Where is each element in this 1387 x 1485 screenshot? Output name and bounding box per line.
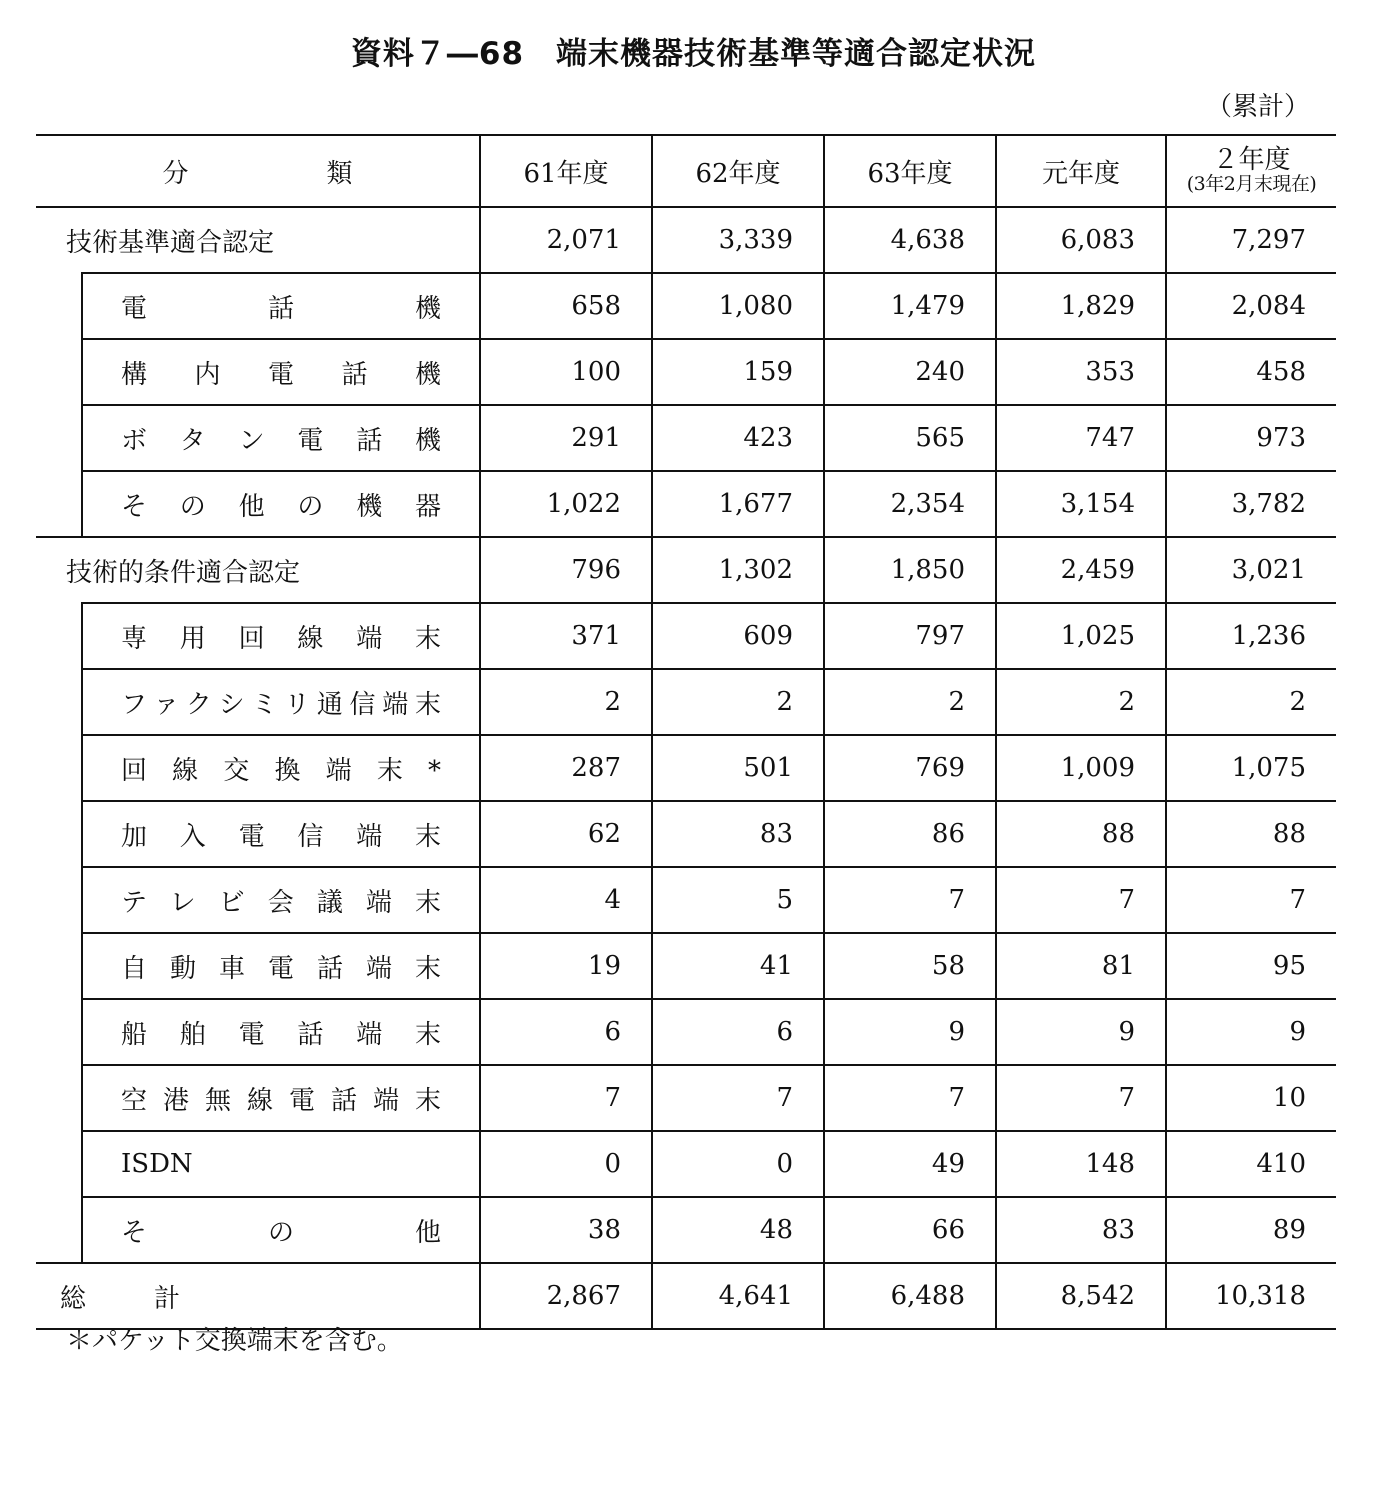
group-1-value-1: 1,302	[652, 537, 824, 603]
item-1-2-value-0: 287	[480, 735, 652, 801]
group-1-value-3: 2,459	[996, 537, 1166, 603]
item-0-1-value-2: 240	[824, 339, 996, 405]
header-year-2	[1166, 135, 1336, 207]
item-label-cell	[82, 999, 480, 1065]
approval-table	[36, 134, 1336, 1330]
indent-cell	[36, 1131, 82, 1197]
table-row	[36, 999, 1336, 1065]
indent-cell	[36, 471, 82, 537]
total-value-3: 8,542	[996, 1263, 1166, 1329]
indent-cell	[36, 339, 82, 405]
item-1-4-value-2: 7	[824, 867, 996, 933]
item-0-1-value-1: 159	[652, 339, 824, 405]
item-1-6-value-3: 9	[996, 999, 1166, 1065]
group-0-value-2: 4,638	[824, 207, 996, 273]
item-1-5-value-0: 19	[480, 933, 652, 999]
item-1-2-value-3: 1,009	[996, 735, 1166, 801]
item-label-cell	[82, 405, 480, 471]
item-0-0-value-1: 1,080	[652, 273, 824, 339]
item-1-9-value-3: 83	[996, 1197, 1166, 1263]
item-1-2-value-2: 769	[824, 735, 996, 801]
item-1-8-value-4: 410	[1166, 1131, 1336, 1197]
group-1-value-4: 3,021	[1166, 537, 1336, 603]
item-label: 専用回線端末	[121, 623, 441, 654]
item-1-3-value-1: 83	[652, 801, 824, 867]
indent-cell	[36, 273, 82, 339]
item-0-1-value-3: 353	[996, 339, 1166, 405]
item-label-cell	[82, 1197, 480, 1263]
item-1-6-value-2: 9	[824, 999, 996, 1065]
item-1-0-value-4: 1,236	[1166, 603, 1336, 669]
item-0-1-value-0: 100	[480, 339, 652, 405]
item-1-0-value-2: 797	[824, 603, 996, 669]
group-row	[36, 207, 1336, 273]
item-1-0-value-3: 1,025	[996, 603, 1166, 669]
item-label-cell	[82, 669, 480, 735]
item-label-cell	[82, 867, 480, 933]
item-label: 空港無線電話端末	[121, 1085, 441, 1116]
item-0-3-value-2: 2,354	[824, 471, 996, 537]
group-label: 技術基準適合認定	[66, 227, 275, 258]
item-label-cell	[82, 1065, 480, 1131]
item-label-cell	[82, 339, 480, 405]
header-year-63: 63年度	[824, 135, 996, 207]
item-label: その他	[121, 1217, 441, 1248]
item-0-2-value-1: 423	[652, 405, 824, 471]
table-row	[36, 1197, 1336, 1263]
header-year-62: 62年度	[652, 135, 824, 207]
item-1-0-value-0: 371	[480, 603, 652, 669]
total-value-0: 2,867	[480, 1263, 652, 1329]
item-1-7-value-1: 7	[652, 1065, 824, 1131]
indent-cell	[36, 603, 82, 669]
item-label: 自動車電話端末	[121, 953, 441, 984]
item-0-1-value-4: 458	[1166, 339, 1336, 405]
item-1-7-value-4: 10	[1166, 1065, 1336, 1131]
table-row	[36, 735, 1336, 801]
footnote: ＊パケット交換端末を含む。	[66, 1326, 403, 1356]
item-label-cell	[82, 1131, 480, 1197]
item-label-cell	[82, 603, 480, 669]
item-0-0-value-3: 1,829	[996, 273, 1166, 339]
group-label: 技術的条件適合認定	[36, 537, 480, 603]
indent-cell	[36, 669, 82, 735]
item-1-2-value-4: 1,075	[1166, 735, 1336, 801]
item-1-7-value-3: 7	[996, 1065, 1166, 1131]
item-1-1-value-2: 2	[824, 669, 996, 735]
header-category: 分 類	[36, 135, 480, 207]
item-0-3-value-3: 3,154	[996, 471, 1166, 537]
item-1-4-value-4: 7	[1166, 867, 1336, 933]
header-year-61: 61年度	[480, 135, 652, 207]
item-0-3-value-4: 3,782	[1166, 471, 1336, 537]
item-1-7-value-2: 7	[824, 1065, 996, 1131]
item-label: 構内電話機	[121, 359, 441, 390]
group-row	[36, 537, 1336, 603]
item-0-2-value-2: 565	[824, 405, 996, 471]
item-1-8-value-3: 148	[996, 1131, 1166, 1197]
item-1-9-value-0: 38	[480, 1197, 652, 1263]
indent-cell	[36, 999, 82, 1065]
item-1-6-value-4: 9	[1166, 999, 1336, 1065]
item-0-2-value-3: 747	[996, 405, 1166, 471]
item-1-9-value-1: 48	[652, 1197, 824, 1263]
table-row	[36, 801, 1336, 867]
item-1-4-value-0: 4	[480, 867, 652, 933]
item-0-0-value-0: 658	[480, 273, 652, 339]
table-row	[36, 273, 1336, 339]
table-row	[36, 1065, 1336, 1131]
table-row	[36, 933, 1336, 999]
table-row	[36, 867, 1336, 933]
total-label: 総計	[60, 1283, 180, 1314]
table-row	[36, 471, 1336, 537]
item-1-5-value-4: 95	[1166, 933, 1336, 999]
item-label-cell	[82, 471, 480, 537]
item-0-0-value-2: 1,479	[824, 273, 996, 339]
total-value-1: 4,641	[652, 1263, 824, 1329]
item-1-2-value-1: 501	[652, 735, 824, 801]
item-1-9-value-4: 89	[1166, 1197, 1336, 1263]
item-label-cell	[82, 933, 480, 999]
item-1-3-value-4: 88	[1166, 801, 1336, 867]
item-0-2-value-4: 973	[1166, 405, 1336, 471]
item-1-8-value-1: 0	[652, 1131, 824, 1197]
item-label: テレビ会議端末	[121, 887, 441, 918]
table-row	[36, 669, 1336, 735]
item-label-cell	[82, 735, 480, 801]
item-label: 船舶電話端末	[121, 1019, 441, 1050]
unit-label: （累計）	[1205, 92, 1310, 122]
indent-cell	[36, 801, 82, 867]
indent-cell	[36, 867, 82, 933]
total-value-4: 10,318	[1166, 1263, 1336, 1329]
item-1-1-value-4: 2	[1166, 669, 1336, 735]
group-0-value-0: 2,071	[480, 207, 652, 273]
item-1-6-value-1: 6	[652, 999, 824, 1065]
header-year-2-label: ２年度	[1212, 145, 1291, 176]
item-1-5-value-2: 58	[824, 933, 996, 999]
item-1-5-value-1: 41	[652, 933, 824, 999]
item-1-3-value-2: 86	[824, 801, 996, 867]
item-1-3-value-0: 62	[480, 801, 652, 867]
item-1-8-value-0: 0	[480, 1131, 652, 1197]
item-1-5-value-3: 81	[996, 933, 1166, 999]
item-1-3-value-3: 88	[996, 801, 1166, 867]
group-0-value-1: 3,339	[652, 207, 824, 273]
item-0-3-value-1: 1,677	[652, 471, 824, 537]
item-0-3-value-0: 1,022	[480, 471, 652, 537]
table-row	[36, 603, 1336, 669]
item-label: 加入電信端末	[121, 821, 441, 852]
total-value-2: 6,488	[824, 1263, 996, 1329]
page-title: 資料７―68 端末機器技術基準等適合認定状況	[350, 36, 1037, 72]
item-1-4-value-1: 5	[652, 867, 824, 933]
group-0-value-3: 6,083	[996, 207, 1166, 273]
group-1-value-2: 1,850	[824, 537, 996, 603]
item-label-cell	[82, 273, 480, 339]
item-1-0-value-1: 609	[652, 603, 824, 669]
item-1-4-value-3: 7	[996, 867, 1166, 933]
indent-cell	[36, 405, 82, 471]
item-1-9-value-2: 66	[824, 1197, 996, 1263]
header-row	[36, 135, 1336, 207]
item-label: ISDN	[121, 1149, 193, 1179]
item-0-0-value-4: 2,084	[1166, 273, 1336, 339]
item-label: ボタン電話機	[121, 425, 441, 456]
header-year-2-note: (3年2月末現在)	[1186, 172, 1317, 195]
item-1-1-value-0: 2	[480, 669, 652, 735]
indent-cell	[36, 735, 82, 801]
item-1-1-value-1: 2	[652, 669, 824, 735]
item-label: 回線交換端末*	[121, 755, 441, 786]
item-1-1-value-3: 2	[996, 669, 1166, 735]
item-label: その他の機器	[121, 491, 441, 522]
item-1-8-value-2: 49	[824, 1131, 996, 1197]
group-1-value-0: 796	[480, 537, 652, 603]
header-year-gannen: 元年度	[996, 135, 1166, 207]
item-label-cell	[82, 801, 480, 867]
group-0-value-4: 7,297	[1166, 207, 1336, 273]
item-0-2-value-0: 291	[480, 405, 652, 471]
indent-cell	[36, 1197, 82, 1263]
indent-cell	[36, 1065, 82, 1131]
table-row	[36, 405, 1336, 471]
item-label: 電話機	[121, 293, 441, 324]
item-1-6-value-0: 6	[480, 999, 652, 1065]
table-row	[36, 339, 1336, 405]
table-row	[36, 1131, 1336, 1197]
indent-cell	[36, 933, 82, 999]
item-1-7-value-0: 7	[480, 1065, 652, 1131]
item-label: ファクシミリ通信端末	[121, 689, 441, 720]
